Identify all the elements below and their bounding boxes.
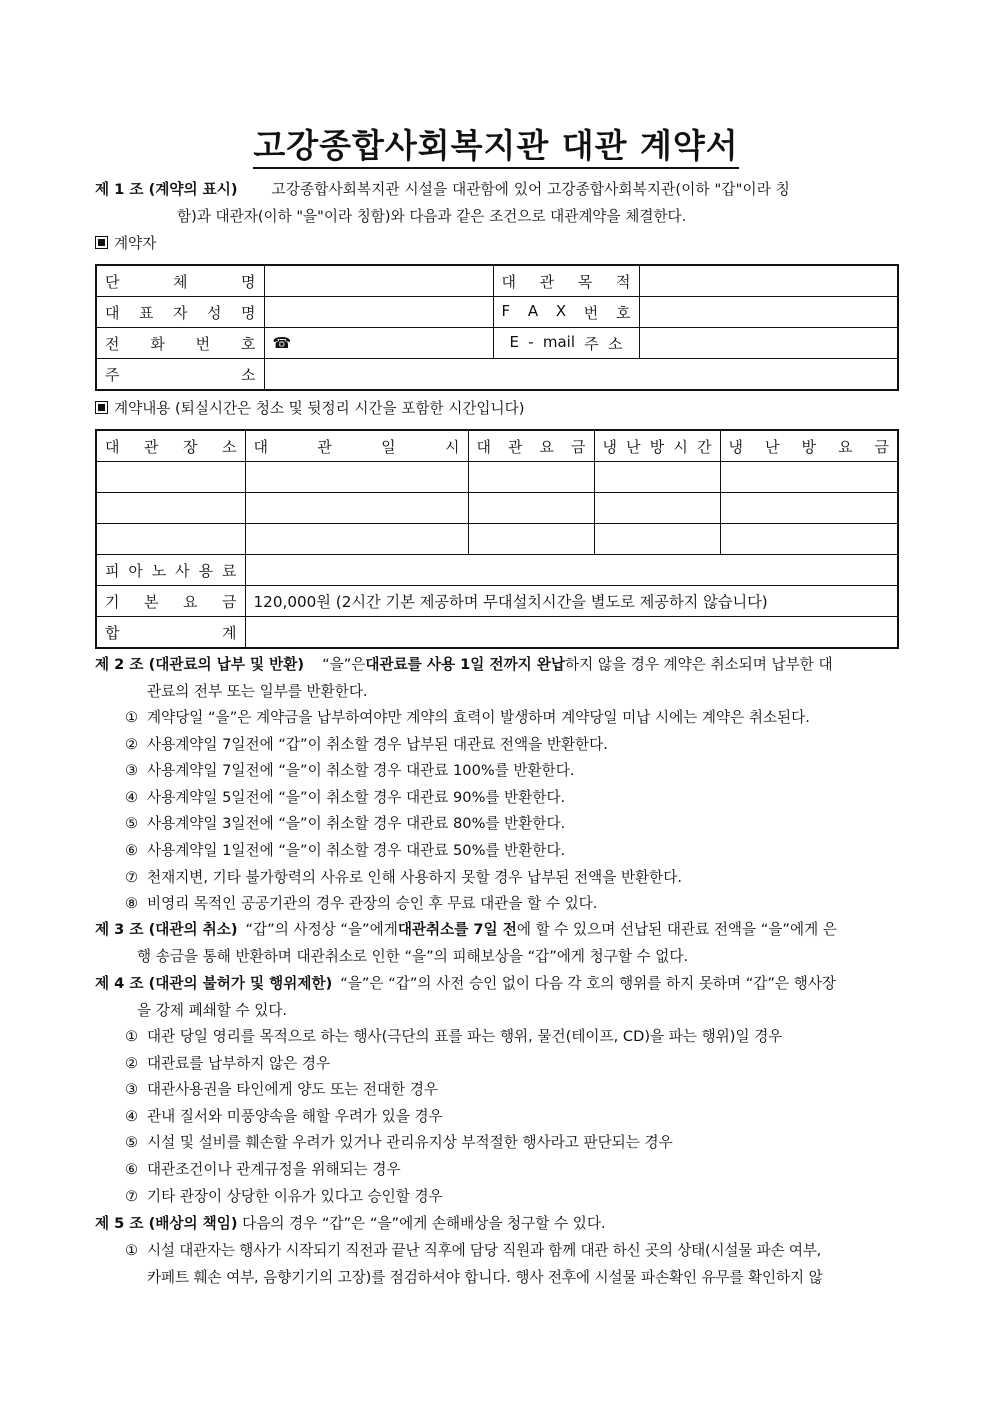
article-4-text-line2: 을 강제 폐쇄할 수 있다. [137,1001,288,1019]
item-number: ② [125,1054,139,1072]
item-text: 사용계약일 7일전에 “을”이 취소할 경우 대관료 100%를 반환한다. [147,762,575,780]
label-char: 본 [144,592,159,611]
item-text: 기타 관장이 상당한 이유가 있다고 승인할 경우 [147,1187,443,1205]
article-1-text-line1: 고강종합사회복지관 시설을 대관함에 있어 고강종합사회복지관(이하 "갑"이라 칭 [271,181,790,198]
hvac-time-cell[interactable] [594,462,720,493]
label-char: 소 [222,437,237,456]
item-text: 사용계약일 1일전에 “을”이 취소할 경우 대관료 50%를 반환한다. [147,842,566,859]
article-2-emphasis: 대관료를 사용 1일 전까지 완납 [365,656,566,673]
content-section-label: 계약내용 (퇴실시간은 청소 및 뒷정리 시간을 포함한 시간입니다) [95,398,524,420]
header-datetime [245,430,468,462]
label-char: 간 [697,437,712,456]
article-5-item-1: ① 시설 대관자는 행사가 시작되기 직전과 끝난 직후에 담당 직원과 함께 대관 하신 곳의 상태(시설물 파손 여부, 카페트 훼손 여부, 음향기기의 고장)를 점검하셔야 합니다. 행사 전후에 시설물 파손확인 유무를 확인하지 않 [125,1242,823,1286]
list-item [125,785,897,812]
item-text: 대관사용권을 타인에게 양도 또는 전대한 경우 [147,1081,439,1099]
item-text: 대관료를 납부하지 않은 경우 [147,1054,331,1072]
label-char: 소 [241,365,256,384]
datetime-cell[interactable] [245,493,468,524]
label-char: 번 [583,303,599,322]
label-char: 자 [173,303,188,322]
header-fee [468,430,594,462]
article-1-text-line2: 함)과 대관자(이하 "을"이라 칭함)와 다음과 같은 조건으로 대관계약을 체결한다. [177,207,687,225]
list-item [125,1184,897,1211]
hvac-time-cell[interactable] [594,524,720,555]
datetime-cell[interactable] [245,462,468,493]
list-item [125,732,897,759]
article-3-text-line2: 행 송금을 통해 반환하며 대관취소로 인한 “을”의 피해보상을 “갑”에게 청구할 수 없다. [137,947,689,965]
label-char: 용 [198,561,214,580]
label-char: A [527,301,539,320]
item-number: ③ [125,1081,139,1099]
label-char: 시 [673,437,688,456]
label-char: 대 [501,272,516,291]
label-char: 명 [241,272,256,291]
label-char: 요 [838,437,853,456]
article-4: 제 4 조 (대관의 불허가 및 행위제한) “을”은 “갑”의 사전 승인 없이 다음 각 호의 행위를 하지 못하며 “갑”은 행사장 을 강제 폐쇄할 수 있다. [95,971,897,1024]
item-number: ④ [125,1107,139,1125]
label-char: 난 [626,437,641,456]
base-fee-row [96,586,898,617]
header-venue [96,430,245,462]
label-char: - [528,332,534,351]
fax-field[interactable] [639,297,898,328]
label-char: 주 [105,365,120,384]
datetime-cell[interactable] [245,524,468,555]
label-char: 명 [241,303,256,322]
article-3-emphasis: 대관취소를 7일 전 [397,921,517,938]
label-char: X [555,301,567,320]
label-char: 아 [128,561,143,580]
label-char: 기 [105,592,120,611]
item-number: ⑦ [125,1187,139,1205]
article-4-heading: 제 4 조 (대관의 불허가 및 행위제한) [95,975,333,992]
article-2-heading: 제 2 조 (대관료의 납부 및 반환) [95,656,305,673]
label-group-name [96,265,264,297]
label-char: 요 [539,437,554,456]
label-char: 일 [381,437,396,456]
hvac-fee-cell[interactable] [720,493,898,524]
article-5-heading: 제 5 조 (배상의 책임) [95,1215,238,1232]
label-char: 소 [607,334,623,353]
label-char: 방 [649,437,665,456]
label-char: 호 [240,334,256,353]
label-char: 대 [105,437,120,456]
venue-cell[interactable] [96,462,245,493]
hvac-fee-cell[interactable] [720,524,898,555]
contractor-row [96,265,898,297]
label-char: 표 [139,303,154,322]
label-char: 료 [221,561,237,580]
label-address [96,359,264,391]
filled-square-icon [95,236,108,249]
label-char: 냉 [602,437,617,456]
table-header-row [96,430,898,462]
article-1 [95,177,897,230]
piano-row [96,555,898,586]
group-name-field[interactable] [264,265,493,297]
label-char: 요 [183,592,198,611]
venue-cell[interactable] [96,493,245,524]
item-number: ⑧ [125,895,139,913]
venue-cell[interactable] [96,524,245,555]
email-field[interactable] [639,328,898,359]
item-text: 사용계약일 3일전에 “을”이 취소할 경우 대관료 80%를 반환한다. [147,815,566,833]
list-item [125,838,897,865]
address-field[interactable] [264,359,898,391]
article-3: 제 3 조 (대관의 취소) “갑”의 사정상 “을”에게 대관취소를 7일 전 에 할 수 있으며 선납된 대관료 전액을 “을”에게 은 행 송금을 통해 반환하며 대관취소로 인한 “을”의 피해보상을 “갑”에게 청구할 수 없다. [95,917,897,970]
label-char: mail [542,332,576,351]
label-char: 합 [105,623,120,642]
list-item [125,891,897,918]
label-char: E [509,332,519,351]
contractor-row [96,328,898,359]
label-char: 관 [317,437,332,456]
label-phone [96,328,264,359]
label-email [493,328,639,359]
label-char: 대 [105,303,120,322]
label-rental-purpose [493,265,639,297]
list-item [125,1077,897,1104]
page-title: 고강종합사회복지관 대관 계약서 [95,120,897,167]
label-char: 목 [577,272,593,291]
header-hvac-time [594,430,720,462]
label-char: 체 [173,272,188,291]
label-total [96,617,245,649]
label-char: 대 [253,437,268,456]
article-5-text: 다음의 경우 “갑”은 “을”에게 손해배상을 청구할 수 있다. [242,1215,606,1232]
item-number: ⑦ [125,868,139,886]
list-item [125,705,897,732]
fee-cell[interactable] [468,462,594,493]
item-text: 관내 질서와 미풍양속을 해할 우려가 있을 경우 [147,1107,443,1125]
item-number: ① [125,709,139,726]
label-char: 관 [508,437,523,456]
list-item [125,1051,897,1078]
fee-cell[interactable] [468,524,594,555]
label-char: 대 [476,437,491,456]
list-item [125,1104,897,1131]
list-item [125,811,897,838]
label-char: 금 [222,592,237,611]
label-char: 시 [444,437,460,456]
base-fee-value: 120,000원 (2시간 기본 제공하며 무대설치시간을 별도로 제공하지 않습니다) [245,586,898,617]
piano-fee-field[interactable] [245,555,898,586]
label-char: 방 [801,437,816,456]
label-char: 번 [195,334,211,353]
item-number: ⑤ [125,815,139,833]
label-piano-fee [96,555,245,586]
item-number: ⑥ [125,1161,139,1178]
label-char: 적 [615,272,631,291]
item-text: 대관조건이나 관계규정을 위해되는 경우 [147,1161,401,1178]
article-2-text-line2: 관료의 전부 또는 일부를 반환한다. [147,682,368,700]
item-text: 계약당일 “을”은 계약금을 납부하여야만 계약의 효력이 발생하며 계약당일 미납 시에는 계약은 취소된다. [147,709,810,726]
item-text: 사용계약일 7일전에 “갑”이 취소할 경우 납부된 대관료 전액을 반환한다. [147,735,608,753]
label-char: 관 [539,272,555,291]
label-char: 성 [207,303,222,322]
total-row [96,617,898,649]
item-text: 대관 당일 영리를 목적으로 하는 행사(극단의 표를 파는 행위, 물건(테이프, CD)을 파는 행위)일 경우 [147,1028,783,1045]
item-number: ⑤ [125,1134,139,1152]
item-text: 사용계약일 5일전에 “을”이 취소할 경우 대관료 90%를 반환한다. [147,788,566,806]
label-representative [96,297,264,328]
table-row [96,493,898,524]
table-row [96,524,898,555]
item-number: ① [125,1028,139,1045]
representative-field[interactable] [264,297,493,328]
list-item [125,1024,897,1051]
phone-field[interactable] [264,328,493,359]
header-hvac-fee [720,430,898,462]
label-char: 냉 [728,437,743,456]
article-2: 제 2 조 (대관료의 납부 및 반환) “을”은 대관료를 사용 1일 전까지 완납 하지 않을 경우 계약은 취소되며 납부한 대 관료의 전부 또는 일부를 반환한다. [95,652,897,705]
list-item [125,1157,897,1184]
item-text: 비영리 목적인 공공기관의 경우 관장의 승인 후 무료 대관을 할 수 있다. [147,895,598,913]
label-char: 화 [150,334,165,353]
label-char: F [501,301,511,320]
contractor-table [95,264,899,391]
label-char: 전 [105,334,120,353]
contractor-row [96,297,898,328]
item-text: 천재지변, 기타 불가항력의 사유로 인해 사용하지 못할 경우 납부된 전액을 반환한다. [147,868,682,886]
label-char: 장 [183,437,198,456]
item-number: ④ [125,788,139,806]
table-row [96,462,898,493]
fee-cell[interactable] [468,493,594,524]
label-char: 금 [874,437,889,456]
label-char: 관 [144,437,159,456]
article-1-heading: 제 1 조 (계약의 표시) [95,181,238,198]
contractor-section-label: 계약자 [95,233,156,255]
item-number: ② [125,735,139,753]
rental-purpose-field[interactable] [639,265,898,297]
label-char: 난 [765,437,780,456]
label-char: 사 [175,561,190,580]
label-base-fee [96,586,245,617]
hvac-time-cell[interactable] [594,493,720,524]
list-item [125,1130,897,1157]
label-char: 주 [584,334,599,353]
contractor-row [96,359,898,391]
rental-content-table [95,429,899,649]
label-char: 호 [616,303,631,322]
item-number: ③ [125,762,139,780]
article-3-heading: 제 3 조 (대관의 취소) [95,921,238,938]
label-char: 피 [105,561,120,580]
list-item [125,865,897,892]
hvac-fee-cell[interactable] [720,462,898,493]
phone-icon: ☎ [272,334,292,352]
article-5 [95,1211,897,1238]
label-char: 단 [105,272,120,291]
filled-square-icon [95,401,108,414]
list-item [125,758,897,785]
label-fax [493,297,639,328]
label-char: 노 [151,561,167,580]
total-field[interactable] [245,617,898,649]
item-number: ⑥ [125,842,139,859]
label-char: 금 [571,437,586,456]
label-char: 계 [222,623,237,642]
item-text: 시설 및 설비를 훼손할 우려가 있거나 관리유지상 부적절한 행사라고 판단되는 경우 [147,1134,673,1152]
